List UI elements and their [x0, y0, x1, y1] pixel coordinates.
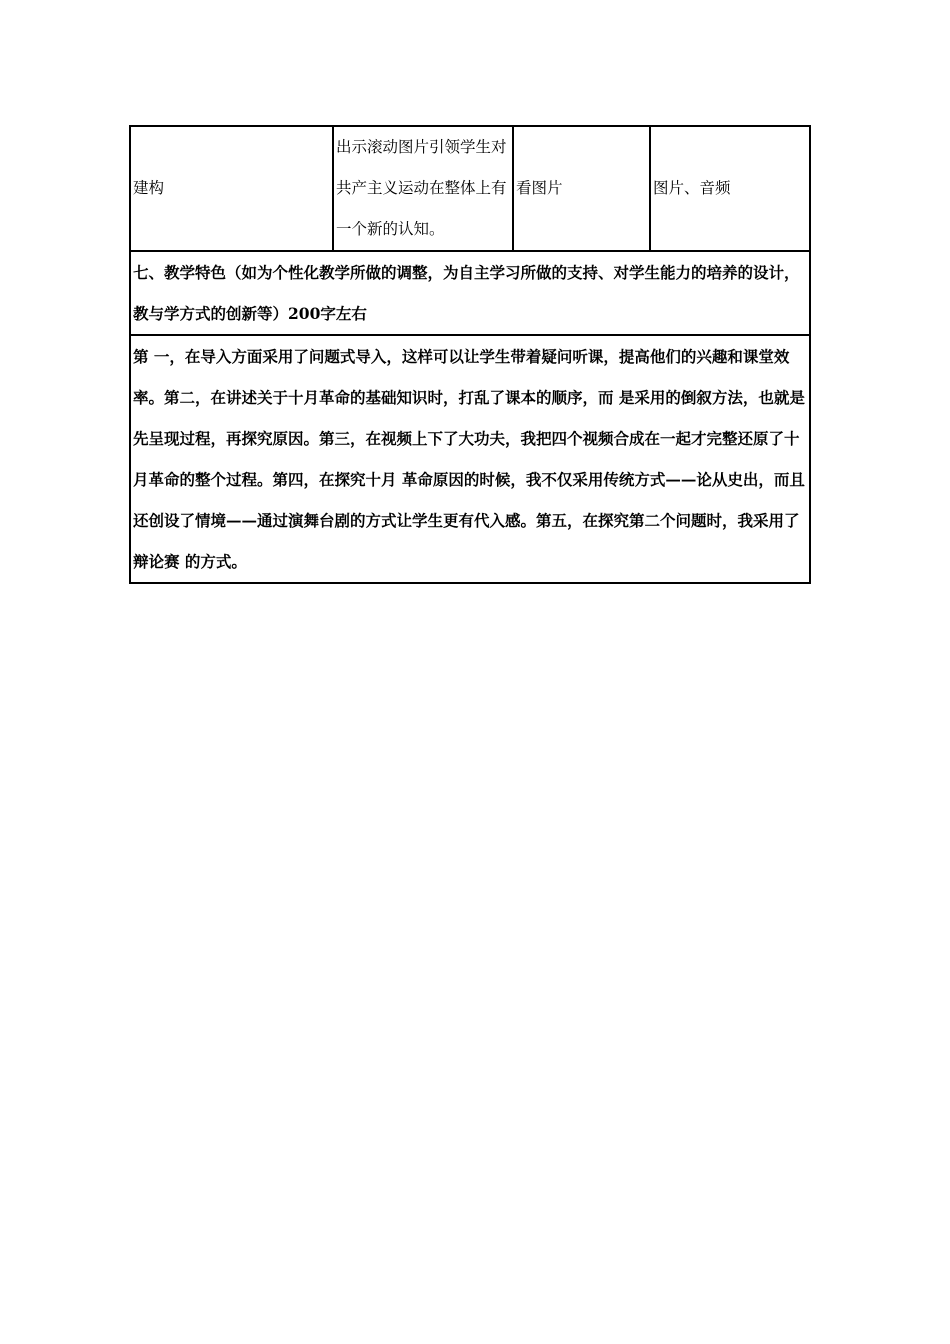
section-title: 七、教学特色（如为个性化教学所做的调整，为自主学习所做的支持、对学生能力的培养的设计，教与学方式的创新等）200字左右	[130, 251, 810, 335]
section-body: 第 一，在导入方面采用了问题式导入，这样可以让学生带着疑问听课，提高他们的兴趣和课堂效率。第二，在讲述关于十月革命的基础知识时，打乱了课本的顺序，而 是采用的倒叙方法，也就是先呈现过程，再探究原因。第三，在视频上下了大功夫，我把四个视频合成在一起才完整还原了十月革命的整个过程。第四，在探究十月 革命原因的时候，我不仅采用传统方式——论从史出，而且还创设了情境——通过演舞台剧的方式让学生更有代入感。第五，在探究第二个问题时，我采用了辩论赛 的方式。	[130, 335, 810, 583]
stage-cell: 建构	[130, 126, 333, 251]
student-activity-cell: 看图片	[513, 126, 650, 251]
table-row	[130, 335, 810, 583]
teacher-activity-cell: 出示滚动图片引领学生对共产主义运动在整体上有一个新的认知。	[333, 126, 513, 251]
lesson-plan-table	[129, 125, 811, 584]
table-row	[130, 126, 810, 251]
media-cell: 图片、音频	[650, 126, 810, 251]
table-row	[130, 251, 810, 335]
